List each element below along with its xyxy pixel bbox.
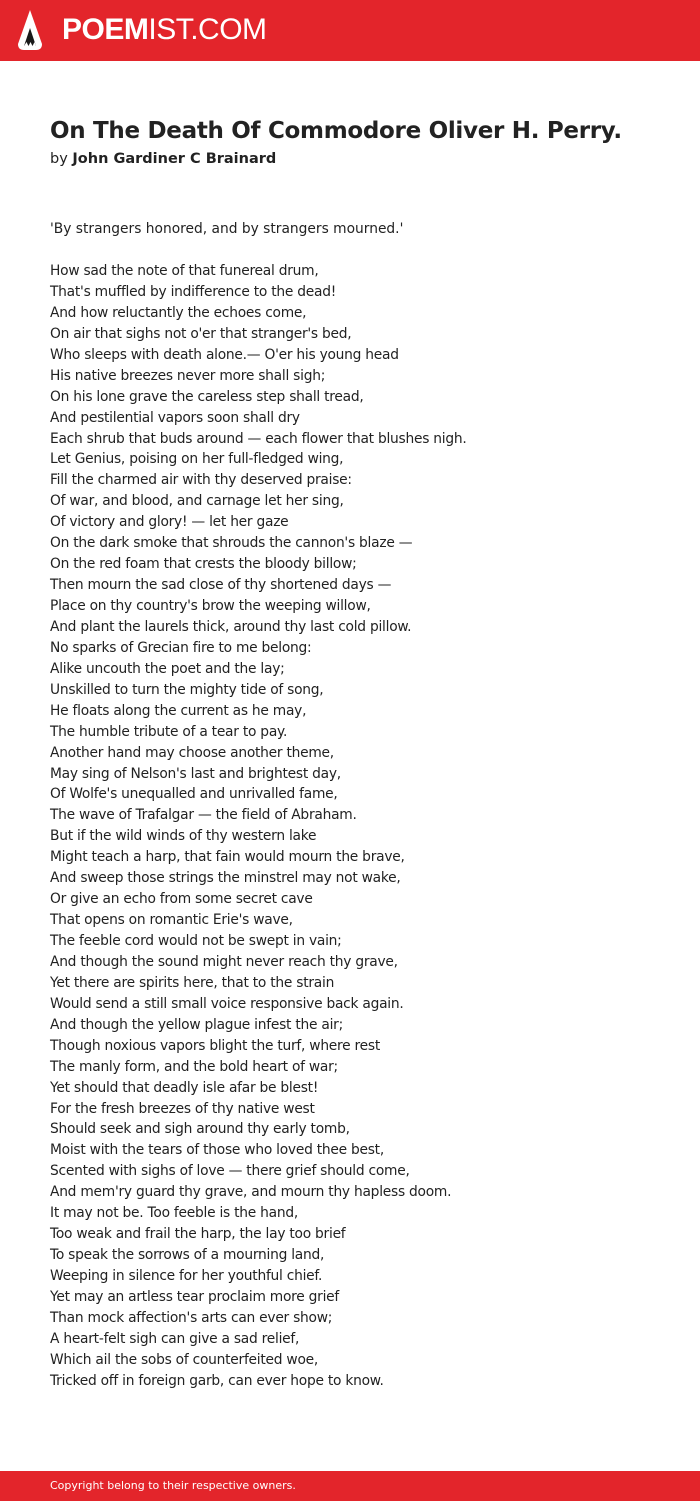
poem-line: Each shrub that buds around — each flower that blushes nigh. (50, 430, 467, 447)
poem-line: Than mock affection's arts can ever show; (50, 1309, 333, 1326)
poem-line: And sweep those strings the minstrel may not wake, (50, 870, 401, 887)
poem-line: He floats along the current as he may, (50, 702, 307, 719)
poem-line: Though noxious vapors blight the turf, where rest (50, 1037, 380, 1054)
poem-line: Scented with sighs of love — there grief should come, (50, 1163, 410, 1180)
poem-line: On the dark smoke that shrouds the cannon's blaze — (50, 535, 413, 552)
poem-line: And plant the laurels thick, around thy last cold pillow. (50, 618, 412, 635)
poem-line: To speak the sorrows of a mourning land, (50, 1247, 325, 1264)
poem-line: His native breezes never more shall sigh; (50, 367, 326, 384)
poem-line: May sing of Nelson's last and brightest day, (50, 765, 341, 782)
poem-body (50, 261, 670, 1392)
poem-line: But if the wild winds of thy western lake (50, 828, 317, 845)
poem-title: On The Death Of Commodore Oliver H. Perry. (50, 118, 622, 144)
poem-line: Another hand may choose another theme, (50, 744, 334, 761)
pen-nib-icon (16, 8, 44, 52)
poem-line: Fill the charmed air with thy deserved praise: (50, 472, 352, 489)
poem-line: On air that sighs not o'er that stranger's bed, (50, 325, 352, 342)
poem-line: For the fresh breezes of thy native west (50, 1100, 315, 1117)
header-bar (0, 0, 700, 61)
poem-line: How sad the note of that funereal drum, (50, 263, 319, 279)
poem-line: A heart-felt sigh can give a sad relief, (50, 1330, 300, 1347)
poem-line: Let Genius, poising on her full-fledged wing, (50, 451, 344, 468)
poem-line: Should seek and sigh around thy early tomb, (50, 1121, 350, 1138)
poem-line: And mem'ry guard thy grave, and mourn thy hapless doom. (50, 1184, 452, 1201)
poem-line: Might teach a harp, that fain would mourn the brave, (50, 849, 405, 866)
poem-line: The manly form, and the bold heart of war; (50, 1058, 338, 1075)
poem-line: And though the yellow plague infest the air; (50, 1016, 343, 1033)
poem-line: Moist with the tears of those who loved thee best, (50, 1142, 384, 1159)
logo-name-light: IST.COM (148, 13, 267, 46)
poem-line: Yet there are spirits here, that to the strain (50, 974, 335, 991)
poem-line: The feeble cord would not be swept in vain; (50, 933, 342, 949)
poem-line: Unskilled to turn the mighty tide of song, (50, 681, 324, 698)
poem-line: Of war, and blood, and carnage let her sing, (50, 493, 344, 510)
poem-line: Of victory and glory! — let her gaze (50, 514, 289, 531)
poem-line: Of Wolfe's unequalled and unrivalled fame, (50, 786, 338, 803)
byline (50, 149, 276, 169)
poem-line: Who sleeps with death alone.— O'er his young head (50, 346, 399, 363)
logo-name-bold: POEM (62, 13, 149, 46)
poem-line: That's muffled by indifference to the dead! (50, 283, 337, 300)
poem-line: Yet should that deadly isle afar be blest! (50, 1079, 319, 1096)
poem-line: No sparks of Grecian fire to me belong: (50, 639, 312, 656)
poem-line: Weeping in silence for her youthful chief. (50, 1268, 323, 1284)
site-logo[interactable] (62, 12, 267, 48)
poem-line: And though the sound might never reach thy grave, (50, 953, 398, 970)
poem-line: And pestilential vapors soon shall dry (50, 409, 300, 426)
poem-line: Alike uncouth the poet and the lay; (50, 660, 285, 677)
poem-line: Too weak and frail the harp, the lay too brief (50, 1226, 346, 1243)
poem-line: It may not be. Too feeble is the hand, (50, 1205, 298, 1222)
poem-line: Yet may an artless tear proclaim more grief (50, 1288, 340, 1305)
byline-prefix: by (50, 151, 73, 167)
poem-line: On his lone grave the careless step shall tread, (50, 388, 364, 405)
poem-line: That opens on romantic Erie's wave, (50, 912, 293, 929)
poem-line: On the red foam that crests the bloody billow; (50, 556, 357, 573)
author-name: John Gardiner C Brainard (72, 151, 277, 167)
poem-line: And how reluctantly the echoes come, (50, 304, 307, 321)
poem-line: Then mourn the sad close of thy shortened days — (50, 577, 392, 594)
copyright-text: Copyright belong to their respective owners. (50, 1479, 296, 1492)
poem-line: Place on thy country's brow the weeping willow, (50, 598, 371, 614)
poem-line: The wave of Trafalgar — the field of Abraham. (50, 807, 357, 824)
poem-line: Which ail the sobs of counterfeited woe, (50, 1351, 319, 1368)
poem-line: Would send a still small voice responsive back again. (50, 995, 404, 1012)
poem-line: The humble tribute of a tear to pay. (50, 723, 288, 740)
poem-line: Tricked off in foreign garb, can ever hope to know. (50, 1372, 384, 1389)
footer-bar (0, 1471, 700, 1501)
poem-epigraph: 'By strangers honored, and by strangers mourned.' (50, 221, 404, 237)
poem-line: Or give an echo from some secret cave (50, 891, 313, 908)
